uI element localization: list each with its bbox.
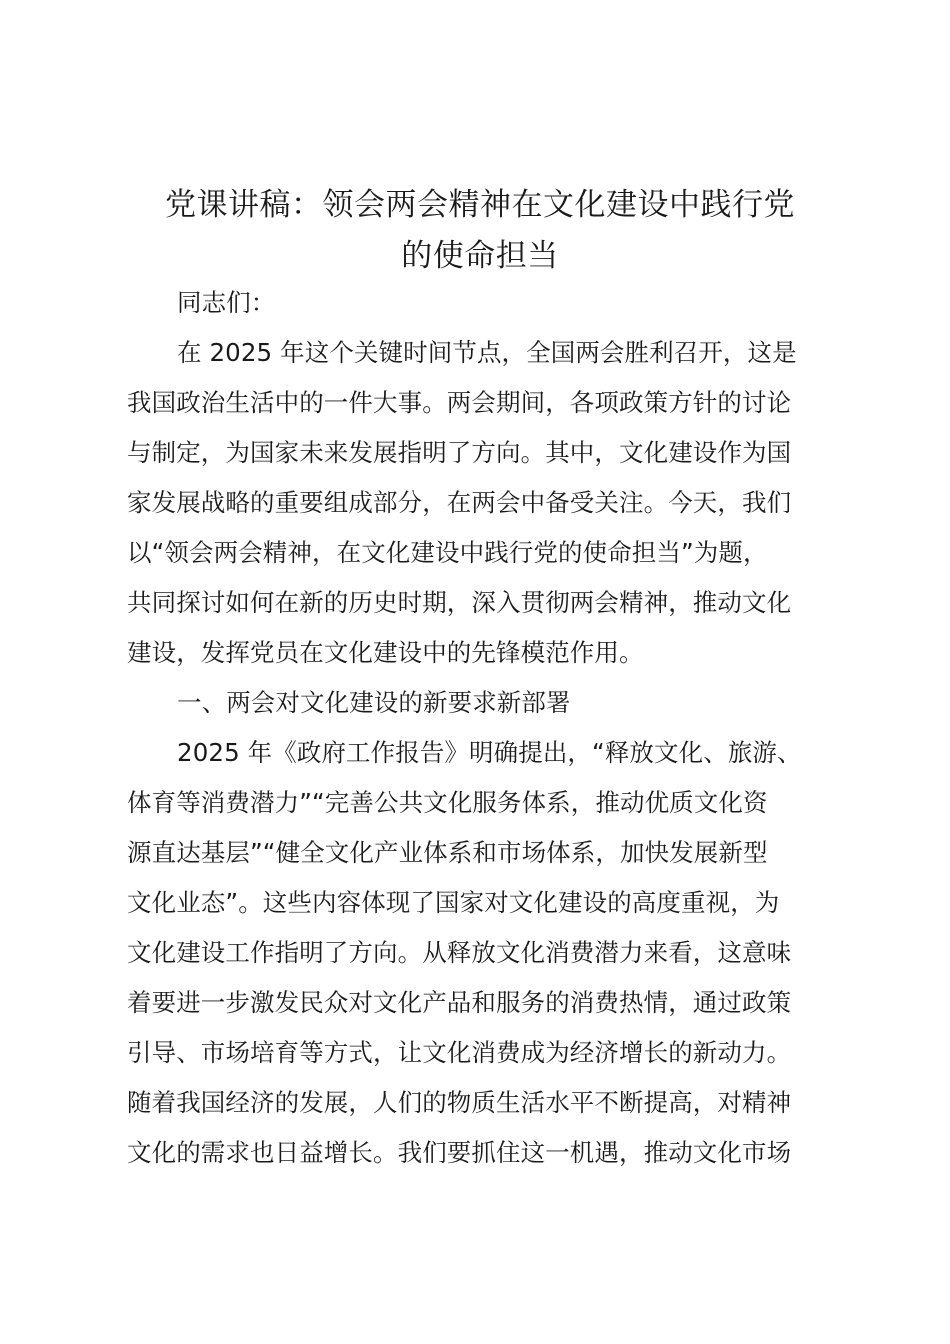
paragraph-line: 源直达基层”“健全文化产业体系和市场体系，加快发展新型 (127, 838, 768, 867)
paragraph-line: 文化建设工作指明了方向。从释放文化消费潜力来看，这意味 (127, 938, 792, 967)
paragraph-line: 文化的需求也日益增长。我们要抓住这一机遇，推动文化市场 (127, 1138, 792, 1167)
title-line: 党课讲稿：领会两会精神在文化建设中践行党 (165, 187, 795, 223)
paragraph-line: 以“领会两会精神，在文化建设中践行党的使命担当”为题， (127, 538, 768, 567)
paragraph-line: 随着我国经济的发展，人们的物质生活水平不断提高，对精神 (127, 1088, 792, 1117)
title-line: 的使命担当 (401, 238, 559, 274)
paragraph-line: 着要进一步激发民众对文化产品和服务的消费热情，通过政策 (127, 988, 792, 1017)
paragraph-line: 引导、市场培育等方式，让文化消费成为经济增长的新动力。 (127, 1038, 792, 1067)
paragraph-line: 我国政治生活中的一件大事。两会期间，各项政策方针的讨论 (127, 388, 792, 417)
paragraph-line: 与制定，为国家未来发展指明了方向。其中，文化建设作为国 (127, 438, 792, 467)
document-title (110, 180, 850, 282)
paragraph-line: 共同探讨如何在新的历史时期，深入贯彻两会精神，推动文化 (127, 588, 792, 617)
paragraph-line: 家发展战略的重要组成部分，在两会中备受关注。今天，我们 (127, 488, 792, 517)
salutation: 同志们： (177, 288, 276, 317)
paragraph-line: 在 2025 年这个关键时间节点，全国两会胜利召开，这是 (177, 338, 797, 367)
paragraph-line: 2025 年《政府工作报告》明确提出，“释放文化、旅游、 (177, 738, 802, 767)
paragraph-line: 建设，发挥党员在文化建设中的先锋模范作用。 (127, 638, 644, 667)
paragraph-line: 体育等消费潜力”“完善公共文化服务体系，推动优质文化资 (127, 788, 768, 817)
paragraph-line: 文化业态”。这些内容体现了国家对文化建设的高度重视，为 (127, 888, 780, 917)
document-body (127, 278, 839, 1178)
section-heading: 一、两会对文化建设的新要求新部署 (177, 688, 571, 717)
